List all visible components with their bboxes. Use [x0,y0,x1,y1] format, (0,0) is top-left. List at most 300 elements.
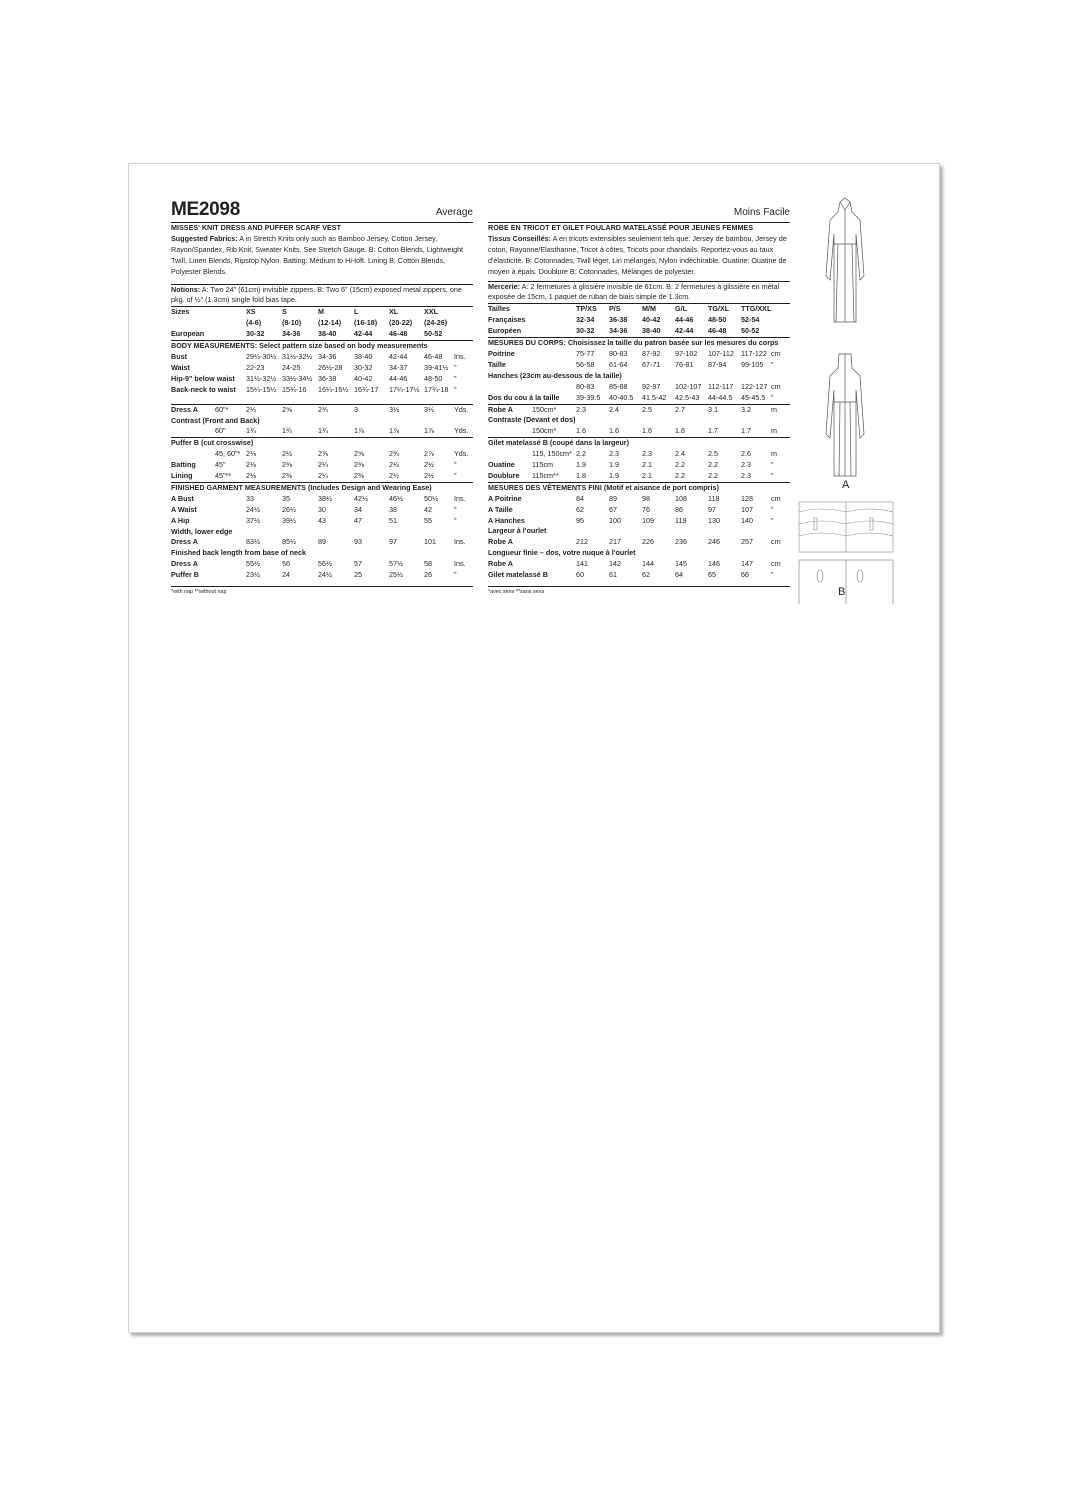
table-row [488,516,790,527]
table-cell: 2⅜ [282,460,292,470]
table-cell: 40-42 [354,373,373,383]
table-cell [532,494,576,505]
table-cell: 3 [354,404,389,415]
table-cell: 2.5 [708,449,718,459]
table-cell: 112-117 [708,381,734,391]
table-cell: 2¼ [318,471,328,481]
table-cell: 118 [708,493,720,503]
table-cell: Yds. [454,449,469,459]
table-cell: 57½ [389,559,403,569]
table-row [488,548,790,559]
table-cell [454,307,473,318]
english-column [171,200,473,596]
table-cell: 47 [354,515,362,525]
table-cell: Ins. [454,537,466,547]
table-cell: cm [771,559,781,569]
table-cell: 57 [354,559,362,569]
table-cell: 1.9 [576,460,586,470]
row-label [488,382,532,393]
table-cell [532,537,576,548]
table-cell [215,318,246,329]
size-chart-table [171,306,473,581]
table-cell: 26 [424,570,432,580]
table-cell: 150cm* [532,426,557,436]
table-cell [215,307,246,318]
table-cell: 23½ [246,570,260,580]
table-cell: 32-34 [576,315,595,325]
table-cell: 34-37 [389,362,408,372]
row-label: Tailles [488,304,510,314]
table-cell: 29½-30½ [246,351,277,361]
table-section-label: Longueur finie – dos, votre nuque à l'ourlet [488,548,636,558]
table-cell: 50-52 [424,329,443,339]
row-label: Gilet matelassé B [488,570,548,580]
table-cell: 46-48 [424,351,443,361]
table-cell: 34-36 [282,329,301,339]
table-cell: 38-40 [642,326,661,336]
table-cell: 36-38 [318,373,337,383]
table-cell: 34-36 [609,326,628,336]
table-cell: 46½ [389,493,403,503]
table-cell: 62 [576,504,584,514]
table-cell: 2.3 [741,470,751,480]
table-row [488,326,790,337]
table-cell: 85-88 [609,381,628,391]
table-cell: 42-44 [354,329,373,339]
table-cell: 67-71 [642,359,661,369]
table-cell: 38 [389,504,397,514]
table-cell: cm [771,381,781,391]
row-label: European [171,329,205,339]
table-cell: 146 [708,559,720,569]
table-cell: XXL [424,307,438,317]
row-label [488,449,532,460]
table-cell: 24-25 [282,362,301,372]
table-cell: 45"** [215,471,232,481]
table-cell: 1.6 [675,426,685,436]
table-cell [215,559,246,570]
table-section-label: Finished back length from base of neck [171,548,306,558]
table-cell: " [454,515,457,525]
row-label: Robe A [488,537,513,547]
table-cell: 101 [424,537,436,547]
fabrics-label: Suggested Fabrics: [171,233,238,243]
table-cell: 40-40.5 [609,392,634,402]
table-cell: " [454,373,457,383]
table-row [488,460,790,471]
table-cell: cm [771,348,781,358]
table-cell: 2.2 [708,460,718,470]
table-row [171,494,473,505]
table-row [171,570,473,581]
table-cell: 89 [318,537,326,547]
table-cell: 2½ [424,460,434,470]
table-row [488,482,790,493]
table-cell: 26½-28 [318,362,343,372]
table-section-label: Hanches (23cm au-dessous de la taille) [488,370,622,380]
table-cell: 2.4 [675,449,685,459]
footnote-fr: *avec sens **sans sens [488,586,790,596]
table-cell: 1⅞ [424,426,434,436]
table-cell: 2⅛ [246,471,256,481]
table-cell [215,537,246,548]
table-row [171,559,473,570]
table-cell: 60"* [215,404,246,415]
table-row [171,426,473,437]
table-cell: (24-26) [424,318,448,328]
table-cell: 67 [609,504,617,514]
table-row [488,426,790,437]
table-cell: 2.3 [576,404,609,415]
table-row [488,315,790,326]
table-row [171,396,473,405]
table-cell: 38-40 [354,351,373,361]
table-cell: M/M [642,304,656,314]
table-row [488,471,790,482]
table-cell: 1.9 [609,460,619,470]
table-cell: 2.1 [642,460,652,470]
table-cell: m [771,426,777,436]
row-label: Waist [171,362,190,372]
table-cell: 31½-32½ [246,373,277,383]
row-label: Dress A [171,404,215,415]
table-cell: 44-46 [389,373,408,383]
row-label: Ouatine [488,460,515,470]
table-cell: 24½ [318,570,332,580]
table-cell: " [454,362,457,372]
table-cell: 46-48 [389,329,408,339]
table-cell: " [454,460,457,470]
table-cell: 76-81 [675,359,694,369]
table-cell: " [454,471,457,481]
label-a: A [842,479,850,491]
table-cell: 30-32 [246,329,265,339]
table-cell: 24½ [246,504,260,514]
table-cell: 97 [708,504,716,514]
table-cell: 58 [424,559,432,569]
table-cell: 51 [389,515,397,525]
table-section-label: Contrast (Front and Back) [171,415,260,425]
table-cell: 17¼-17½ [389,384,420,394]
table-row [171,341,473,352]
table-cell: 65 [708,570,716,580]
table-cell: " [454,384,457,394]
table-cell: 50-52 [741,326,760,336]
fabrics-text: A in Stretch Knits only such as Bamboo Jersey, Cotton Jersey, Rayon/Spandex, Rib Knit, Sweater Knits. See Stretch Gauge. B: Cotton Blends, Lightweight Twill, Linen Blends, Ripstop Nylon. Batting: Medium to Hi-loft. Lining B: Cotton Blends, Polyester Blends. [171,233,464,276]
table-cell: 56 [282,559,290,569]
table-cell: G/L [675,304,687,314]
row-label [171,318,215,329]
table-row [488,559,790,570]
table-cell: 95 [576,515,584,525]
table-cell [215,329,246,340]
table-section-label: Largeur à l'ourlet [488,526,547,536]
table-cell: 1¾ [318,426,328,436]
table-cell: 145 [675,559,687,569]
table-cell: 86 [675,504,683,514]
table-cell: Yds. [454,426,469,436]
row-label: Batting [171,460,196,470]
table-cell: P/S [609,304,621,314]
table-cell: 45-45.5 [741,392,766,402]
table-cell [532,349,576,360]
table-cell: 87-92 [642,348,661,358]
table-cell: 140 [741,515,753,525]
garment-illustrations [794,184,924,609]
table-cell: cm [771,493,781,503]
suggested-fabrics [171,234,473,278]
table-cell: 2⅛ [246,460,256,470]
table-cell [215,516,246,527]
row-label: Poitrine [488,348,515,358]
row-label: Dress A [171,537,198,547]
table-cell: 115cm** [532,470,559,480]
table-cell: 34 [354,504,362,514]
table-cell: 246 [708,537,720,547]
table-cell: " [771,570,774,580]
suggested-fabrics-fr [488,234,790,278]
table-cell [532,360,576,371]
table-cell: 35 [282,493,290,503]
table-cell: " [771,392,774,402]
row-label: Robe A [488,404,532,415]
table-cell [454,329,473,340]
table-cell: 1¾ [246,426,256,436]
table-cell: 144 [642,559,654,569]
table-cell: 212 [576,537,588,547]
table-cell: " [454,504,457,514]
table-cell [215,363,246,374]
table-cell: 109 [642,515,654,525]
table-cell: XS [246,307,256,317]
table-cell: M [318,307,324,317]
row-label [171,449,215,460]
table-cell: 61 [609,570,617,580]
table-row [171,318,473,329]
table-cell: 147 [741,559,753,569]
table-cell: 107-112 [708,348,734,358]
size-chart-table-fr [488,303,790,581]
table-cell: 26½ [282,504,296,514]
table-section-label: Width, lower edge [171,526,233,536]
table-row [171,329,473,340]
table-cell: 75-77 [576,348,595,358]
table-cell: 2¾ [318,404,354,415]
table-section-label: Puffer B (cut crosswise) [171,438,473,449]
table-cell: 117-122 [741,348,767,358]
table-row [171,352,473,363]
row-label: A Waist [171,504,197,514]
table-cell: 45" [215,460,226,470]
table-row [171,307,473,318]
table-cell: 3.2 [741,404,771,415]
table-cell: 83½ [246,537,260,547]
table-cell: 3.1 [708,404,741,415]
table-cell: 56½ [318,559,332,569]
row-label [488,426,532,437]
row-label: A Bust [171,493,194,503]
table-cell: 2⅝ [354,449,364,459]
table-row [488,438,790,449]
table-row [488,338,790,349]
table-cell: 16¾-17 [354,384,379,394]
table-cell: 64 [675,570,683,580]
table-cell: 93 [354,537,362,547]
table-cell: 1.6 [576,426,586,436]
table-cell: 46-48 [708,326,727,336]
table-cell: 25½ [389,570,403,580]
table-cell: 42 [424,504,432,514]
row-label: Hip-9" below waist [171,373,235,383]
table-cell: XL [389,307,399,317]
table-row [171,527,473,538]
table-cell: 22-23 [246,362,265,372]
table-cell: 99-105 [741,359,764,369]
table-cell: 122-127 [741,381,768,391]
table-cell [215,505,246,516]
table-row [171,438,473,449]
row-label: A Poitrine [488,493,522,503]
table-cell: 2½ [424,471,434,481]
table-cell: " [771,504,774,514]
row-label: Bust [171,351,187,361]
table-cell: 39-41½ [424,362,449,372]
table-row [488,505,790,516]
table-row [171,374,473,385]
table-row [488,304,790,315]
table-cell: TTG/XXL [741,304,772,314]
table-cell: " [771,359,774,369]
difficulty-level: Average [435,207,473,218]
table-cell: 97 [389,537,397,547]
table-cell: 2⅜ [282,471,292,481]
table-cell: 85½ [282,537,296,547]
table-cell: 44-44.5 [708,392,733,402]
table-cell: 102-107 [675,381,702,391]
notions-fr [488,282,790,304]
table-cell: 2⅝ [282,404,318,415]
table-cell: 76 [642,504,650,514]
row-label: Sizes [171,307,190,317]
table-cell: 89 [609,493,617,503]
difficulty-level-fr: Moins Facile [733,207,790,218]
table-cell: 30-32 [354,362,373,372]
table-cell: 1.7 [741,426,751,436]
table-cell: 55 [424,515,432,525]
fabrics-label-fr: Tissus Conseillés: [488,233,551,243]
table-row [488,494,790,505]
row-label: Européen [488,326,522,336]
table-cell: 60 [576,570,584,580]
row-label: Françaises [488,315,526,325]
table-cell: 107 [741,504,753,514]
table-cell: 42.5-43 [675,392,700,402]
table-row [488,404,790,415]
table-cell: 2.1 [642,470,652,480]
table-row [488,393,790,404]
table-section-label: MESURES DES VÊTEMENTS FINI (Motif et aisance de port compris) [488,482,790,493]
table-cell: 52-54 [741,315,760,325]
table-cell: 2.3 [642,449,652,459]
table-cell [215,570,246,581]
table-cell: 98 [642,493,650,503]
table-cell: 217 [609,537,621,547]
table-row [171,471,473,482]
table-cell: 1.9 [609,470,619,480]
table-cell: 3⅛ [389,404,424,415]
table-cell: 62 [642,570,650,580]
table-cell: 15¾-16 [282,384,307,394]
table-cell: (20-22) [389,318,413,328]
pattern-title: MISSES' KNIT DRESS AND PUFFER SCARF VEST [171,222,473,234]
notions-label: Notions: [171,284,201,294]
table-row [488,570,790,581]
table-cell: 45, 60"* [215,449,241,459]
table-cell: 2¾ [389,449,399,459]
table-row [488,382,790,393]
table-cell [532,315,576,326]
table-section-label: MESURES DU CORPS: Choisissez la taille du patron basée sur les mesures du corps [488,338,790,349]
table-cell: 40-42 [642,315,661,325]
table-section-label: BODY MEASUREMENTS: Select pattern size based on body measurements [171,341,473,352]
table-cell: 1.8 [576,470,586,480]
table-cell: 36-38 [609,315,628,325]
table-cell: 37½ [246,515,260,525]
table-cell: 1⅞ [389,426,399,436]
table-row [488,371,790,382]
table-cell: 97-102 [675,348,698,358]
table-cell: 115cm [532,460,554,470]
table-cell: 38-40 [318,329,337,339]
table-cell: 108 [675,493,687,503]
table-cell: 2⅜ [354,460,364,470]
table-cell: 119 [675,515,687,525]
notions [171,285,473,307]
table-cell: 42-44 [389,351,408,361]
table-row [171,516,473,527]
table-cell: 17¾-18 [424,384,449,394]
table-row [171,537,473,548]
table-cell [532,304,576,315]
table-cell: 33 [246,493,254,503]
table-section-label: Contraste (Devant et dos) [488,415,576,425]
pattern-code: ME2098 [171,199,240,220]
table-cell: TP/XS [576,304,597,314]
table-cell: 39-39.5 [576,392,601,402]
table-cell: 48-50 [708,315,727,325]
table-cell: 2½ [282,449,292,459]
label-b: B [838,586,846,598]
table-cell: 2.6 [741,449,751,459]
table-cell: Ins. [454,559,466,569]
table-cell [215,352,246,363]
table-cell: 2½ [246,404,282,415]
table-cell: 100 [609,515,621,525]
table-cell: 141 [576,559,588,569]
table-cell: 2⅞ [424,449,434,459]
table-cell: " [454,570,457,580]
table-cell: 1.7 [708,426,718,436]
table-cell: Ins. [454,351,466,361]
table-cell: 25 [354,570,362,580]
table-cell: 92-97 [642,381,661,391]
table-row [171,482,473,493]
row-label: Taille [488,359,506,369]
table-cell: 130 [708,515,720,525]
table-cell: m [771,404,790,415]
row-label: Lining [171,471,193,481]
row-label: Robe A [488,559,513,569]
